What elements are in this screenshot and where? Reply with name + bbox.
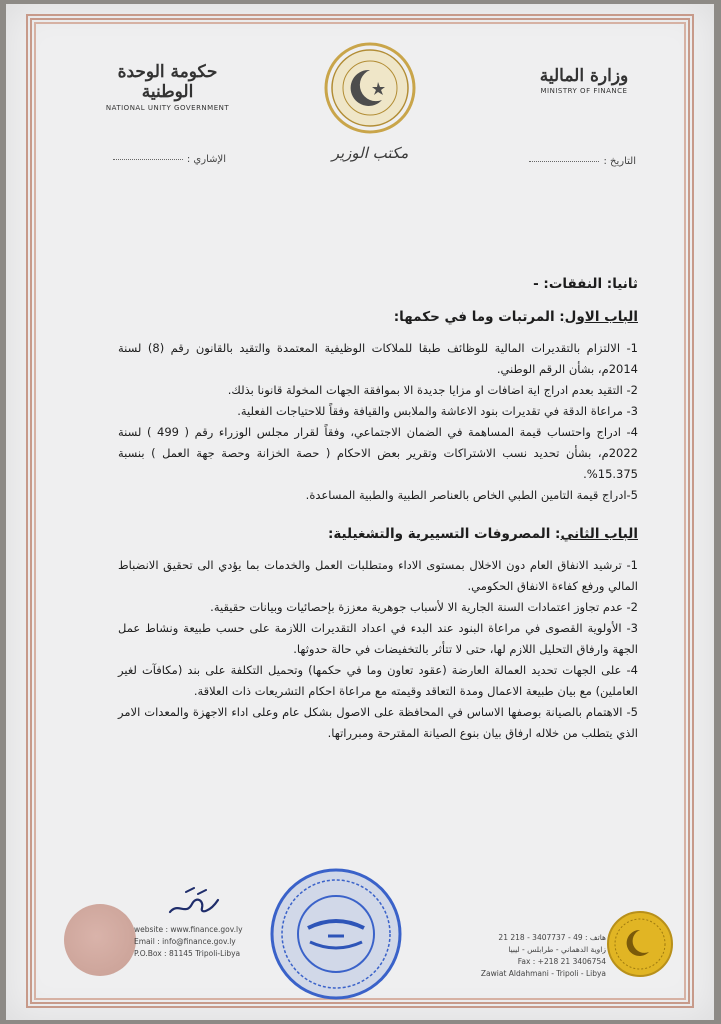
chapter2-item: 5- الاهتمام بالصيانة بوصفها الاساس في المحافظة على الاصول بشكل عام وعلى اداء الاجهزة والمعدات الامر الذي يتطلب من خلاله ارفاق بيان بنوع الصيانة المقترحة ومبرراتها. [118, 705, 638, 740]
chapter2-item: 3- الأولوية القصوى في مراعاة البنود عند البدء في اعداد التقديرات اللازمة على حسب طبيعة ونشاط عمل الجهة وارفاق التحليل اللازم لها، حتى لا تتأثر بالتخفيضات في حالة حدوثها. [118, 621, 638, 656]
government-logo [100, 62, 235, 112]
chapter2-item: 2- عدم تجاوز اعتمادات السنة الجارية الا لأسباب جوهرية معززة بإحصائيات وبيانات حقيقية. [210, 600, 638, 614]
chapter2-title-prefix: الباب الثاني [560, 526, 638, 542]
ministry-logo [534, 66, 634, 95]
footer-email: Email : info@finance.gov.ly [134, 937, 236, 946]
footer-address [436, 932, 606, 980]
government-logo-english: NATIONAL UNITY GOVERNMENT [105, 104, 230, 112]
footer-address-en: Zawiat Aldahmani - Tripoli - Libya [480, 969, 606, 978]
chapter1-item: 4- ادراج واحتساب قيمة المساهمة في الضمان الاجتماعي، وفقاً لقرار مجلس الوزراء رقم ( 499 ) لسنة 2022م، بشأن تحديد نسب الاشتراكات وتقرير بعض الاحكام ( حصة الخزانة وحصة جهة العمل ) بنسبة 15.375%. [118, 425, 638, 481]
stamp-mark [64, 904, 136, 976]
footer-fax: Fax : +218 21 3406754 [517, 957, 606, 966]
chapter1-title-suffix: : المرتبات وما في حكمها: [393, 309, 565, 325]
document-body [118, 274, 638, 744]
chapter1-item: 1- الالتزام بالتقديرات المالية للوظائف طبقا للملاكات الوظيفية المعتمدة والتقيد بالقانون رقم (8) لسنة 2014م، بشأن الرقم الوطني. [118, 341, 638, 376]
ministry-logo-english: MINISTRY OF FINANCE [540, 87, 628, 95]
document-page [6, 4, 714, 1020]
chapter1-item: 3- مراعاة الدقة في تقديرات بنود الاعاشة والملابس والقيافة وفقاً للاحتياجات الفعلية. [237, 404, 638, 418]
section-title: ثانيا: النفقات: - [533, 276, 638, 292]
official-stamp-icon [268, 866, 404, 1002]
chapter2-title-suffix: : المصروفات التسييرية والتشغيلية: [327, 526, 561, 542]
chapter2-item: 4- على الجهات تحديد العمالة العارضة (عقود تعاون وما في حكمها) وتحميل التكلفة على بند (مكافآت لغير العاملين) مع بيان طبيعة الاعمال ومدة التعاقد وقيمته مع مراعاة احكام التشريعات ذات العلاقة. [118, 663, 638, 698]
date-label: التاريخ : [603, 156, 636, 167]
date-field [506, 156, 636, 167]
footer-phone: هاتف : 49 - 3407737 - 218 21 [498, 933, 606, 942]
chapter1-title-prefix: الباب الاول [564, 309, 638, 325]
footer-contact [134, 924, 243, 960]
chapter1-item: 2- التقيد بعدم ادراج اية اضافات او مزايا جديدة الا بموافقة الجهات المخولة قانونا بذلك. [227, 383, 638, 397]
chapter1-title [118, 307, 638, 328]
chapter2-item: 1- ترشيد الانفاق العام دون الاخلال بمستوى الاداء ومتطلبات العمل والخدمات بما يؤدي الى تحقيق الانضباط المالي ورفع كفاءة الانفاق الحكومي. [118, 558, 638, 593]
reference-label: الإشاري : [186, 154, 226, 165]
footer-website: website : www.finance.gov.ly [134, 925, 243, 934]
signature-icon [164, 882, 224, 922]
government-logo-arabic: حكومة الوحدة الوطنية [117, 62, 218, 102]
ministry-logo-arabic: وزارة المالية [539, 66, 629, 86]
chapter1-item: 5-ادراج قيمة التامين الطبي الخاص بالعناصر الطبية والطبية المساعدة. [305, 488, 638, 502]
state-emblem-icon [324, 42, 416, 134]
gold-seal-icon [606, 910, 674, 978]
footer-address-ar: زاوية الدهماني - طرابلس - ليبيا [508, 945, 606, 954]
minister-office-label: مكتب الوزير [331, 144, 409, 162]
chapter2-title [118, 524, 638, 545]
footer-pobox: P.O.Box : 81145 Tripoli-Libya [134, 949, 241, 958]
reference-field [96, 154, 226, 165]
